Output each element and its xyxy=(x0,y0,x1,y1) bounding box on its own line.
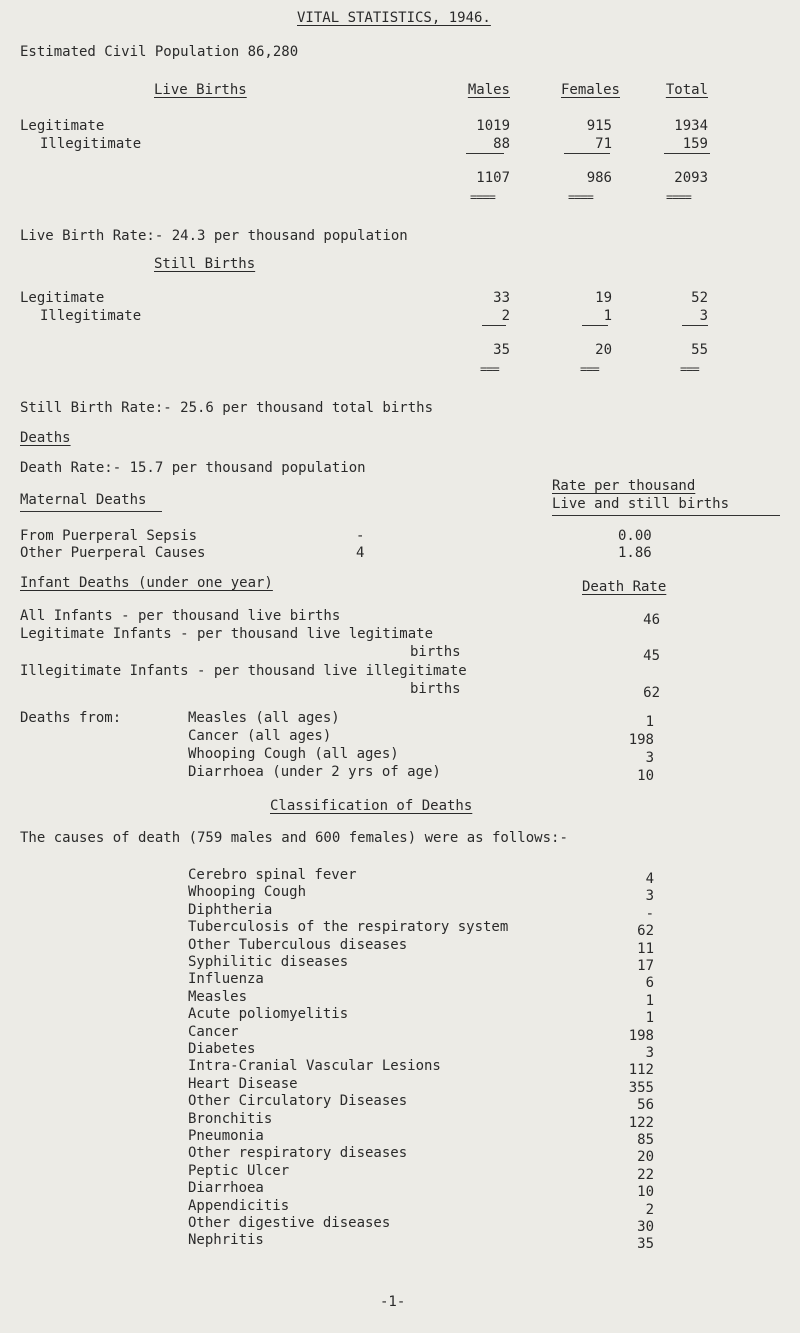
live-births-total: 1107 xyxy=(476,170,510,186)
live-births-total: 2093 xyxy=(674,170,708,186)
cause-label: Pneumonia xyxy=(188,1128,264,1144)
cause-label: Peptic Ulcer xyxy=(188,1163,290,1179)
classification-heading: Classification of Deaths xyxy=(270,798,473,814)
heading-underline xyxy=(552,515,780,516)
deaths-from-value: 198 xyxy=(628,732,654,748)
cause-label: Measles xyxy=(188,989,248,1005)
deaths-from-item: Measles (all ages) xyxy=(188,710,340,726)
death-rate-heading: Death Rate xyxy=(582,579,667,595)
deaths-from-item: Cancer (all ages) xyxy=(188,728,332,744)
live-and-still-births-heading: Live and still births xyxy=(552,496,730,512)
cause-value: 4 xyxy=(645,871,654,887)
heading-underline xyxy=(20,511,162,512)
cause-label: Nephritis xyxy=(188,1232,264,1248)
maternal-row-count: - xyxy=(356,528,365,544)
infant-row-value: 62 xyxy=(643,685,660,701)
col-total-header: Total xyxy=(665,82,708,98)
cause-label: Influenza xyxy=(188,971,264,987)
double-rule: === xyxy=(580,362,599,376)
maternal-deaths-heading: Maternal Deaths xyxy=(20,492,147,508)
sum-rule xyxy=(564,153,610,154)
maternal-row-label: Other Puerperal Causes xyxy=(20,545,206,561)
classification-intro: The causes of death (759 males and 600 females) were as follows:- xyxy=(20,830,568,846)
still-births-row-label: Legitimate xyxy=(20,290,105,306)
cause-label: Cancer xyxy=(188,1024,239,1040)
still-births-cell: 19 xyxy=(595,290,612,306)
infant-row-value: 45 xyxy=(643,648,660,664)
page-title: VITAL STATISTICS, 1946. xyxy=(297,10,491,26)
live-births-total: 986 xyxy=(586,170,612,186)
cause-label: Bronchitis xyxy=(188,1111,273,1127)
cause-value: 112 xyxy=(628,1062,654,1078)
cause-label: Appendicitis xyxy=(188,1198,290,1214)
still-births-cell: 3 xyxy=(699,308,708,324)
page-number: -1- xyxy=(380,1294,406,1310)
cause-value: 30 xyxy=(637,1219,654,1235)
cause-value: 22 xyxy=(637,1167,654,1183)
cause-value: 122 xyxy=(628,1115,654,1131)
still-births-heading: Still Births xyxy=(154,256,256,272)
maternal-row-rate: 0.00 xyxy=(618,528,652,544)
cause-value: 6 xyxy=(645,975,654,991)
cause-label: Syphilitic diseases xyxy=(188,954,349,970)
still-births-cell: 1 xyxy=(603,308,612,324)
cause-label: Heart Disease xyxy=(188,1076,298,1092)
deaths-from-value: 3 xyxy=(645,750,654,766)
cause-value: 62 xyxy=(637,923,654,939)
cause-label: Intra-Cranial Vascular Lesions xyxy=(188,1058,441,1074)
infant-deaths-heading: Infant Deaths (under one year) xyxy=(20,575,273,591)
population-line: Estimated Civil Population 86,280 xyxy=(20,44,299,60)
live-births-row-label: Legitimate xyxy=(20,118,105,134)
cause-label: Other Circulatory Diseases xyxy=(188,1093,408,1109)
live-births-heading: Live Births xyxy=(154,82,247,98)
cause-value: 85 xyxy=(637,1132,654,1148)
double-rule: ==== xyxy=(568,190,593,204)
infant-row-value: 46 xyxy=(643,612,660,628)
cause-label: Other digestive diseases xyxy=(188,1215,391,1231)
cause-label: Other respiratory diseases xyxy=(188,1145,408,1161)
cause-value: 355 xyxy=(628,1080,654,1096)
double-rule: ==== xyxy=(666,190,691,204)
still-births-cell: 33 xyxy=(493,290,510,306)
cause-label: Diphtheria xyxy=(188,902,273,918)
cause-value: 1 xyxy=(645,993,654,1009)
deaths-from-item: Whooping Cough (all ages) xyxy=(188,746,399,762)
double-rule: === xyxy=(680,362,699,376)
live-birth-rate: Live Birth Rate:- 24.3 per thousand population xyxy=(20,228,408,244)
cause-label: Whooping Cough xyxy=(188,884,307,900)
live-births-cell: 88 xyxy=(493,136,510,152)
cause-value: 1 xyxy=(645,1010,654,1026)
infant-row-text: All Infants - per thousand live births xyxy=(20,608,341,624)
cause-value: 198 xyxy=(628,1028,654,1044)
rate-per-thousand-heading: Rate per thousand xyxy=(552,478,696,494)
still-births-cell: 52 xyxy=(691,290,708,306)
cause-label: Diarrhoea xyxy=(188,1180,264,1196)
double-rule: ==== xyxy=(470,190,495,204)
still-births-cell: 2 xyxy=(501,308,510,324)
deaths-from-item: Diarrhoea (under 2 yrs of age) xyxy=(188,764,441,780)
infant-row-text: births xyxy=(410,644,461,660)
cause-label: Other Tuberculous diseases xyxy=(188,937,408,953)
still-births-row-label: Illegitimate xyxy=(40,308,142,324)
cause-value: 3 xyxy=(645,888,654,904)
infant-row-text: Legitimate Infants - per thousand live legitimate xyxy=(20,626,434,642)
still-births-total: 20 xyxy=(595,342,612,358)
cause-label: Diabetes xyxy=(188,1041,256,1057)
sum-rule xyxy=(466,153,504,154)
infant-row-text: births xyxy=(410,681,461,697)
cause-value: 3 xyxy=(645,1045,654,1061)
maternal-row-count: 4 xyxy=(356,545,365,561)
live-births-cell: 915 xyxy=(586,118,612,134)
sum-rule xyxy=(482,325,506,326)
cause-value: 11 xyxy=(637,941,654,957)
sum-rule xyxy=(682,325,708,326)
cause-value: 56 xyxy=(637,1097,654,1113)
maternal-row-rate: 1.86 xyxy=(618,545,652,561)
sum-rule xyxy=(582,325,608,326)
cause-label: Acute poliomyelitis xyxy=(188,1006,349,1022)
live-births-row-label: Illegitimate xyxy=(40,136,142,152)
live-births-cell: 1019 xyxy=(476,118,510,134)
still-births-total: 55 xyxy=(691,342,708,358)
cause-value: - xyxy=(645,906,654,922)
deaths-from-label: Deaths from: xyxy=(20,710,122,726)
col-females-header: Females xyxy=(560,82,620,98)
maternal-row-label: From Puerperal Sepsis xyxy=(20,528,198,544)
sum-rule xyxy=(664,153,710,154)
deaths-heading: Deaths xyxy=(20,430,71,446)
infant-row-text: Illegitimate Infants - per thousand live illegitimate xyxy=(20,663,467,679)
still-births-total: 35 xyxy=(493,342,510,358)
cause-value: 17 xyxy=(637,958,654,974)
cause-value: 2 xyxy=(645,1202,654,1218)
deaths-from-value: 10 xyxy=(637,768,654,784)
cause-value: 20 xyxy=(637,1149,654,1165)
live-births-cell: 1934 xyxy=(674,118,708,134)
deaths-from-value: 1 xyxy=(645,714,654,730)
still-birth-rate: Still Birth Rate:- 25.6 per thousand total births xyxy=(20,400,434,416)
cause-label: Cerebro spinal fever xyxy=(188,867,357,883)
death-rate: Death Rate:- 15.7 per thousand population xyxy=(20,460,366,476)
cause-value: 35 xyxy=(637,1236,654,1252)
double-rule: === xyxy=(480,362,499,376)
cause-label: Tuberculosis of the respiratory system xyxy=(188,919,509,935)
col-males-header: Males xyxy=(467,82,510,98)
live-births-cell: 159 xyxy=(682,136,708,152)
cause-value: 10 xyxy=(637,1184,654,1200)
live-births-cell: 71 xyxy=(595,136,612,152)
